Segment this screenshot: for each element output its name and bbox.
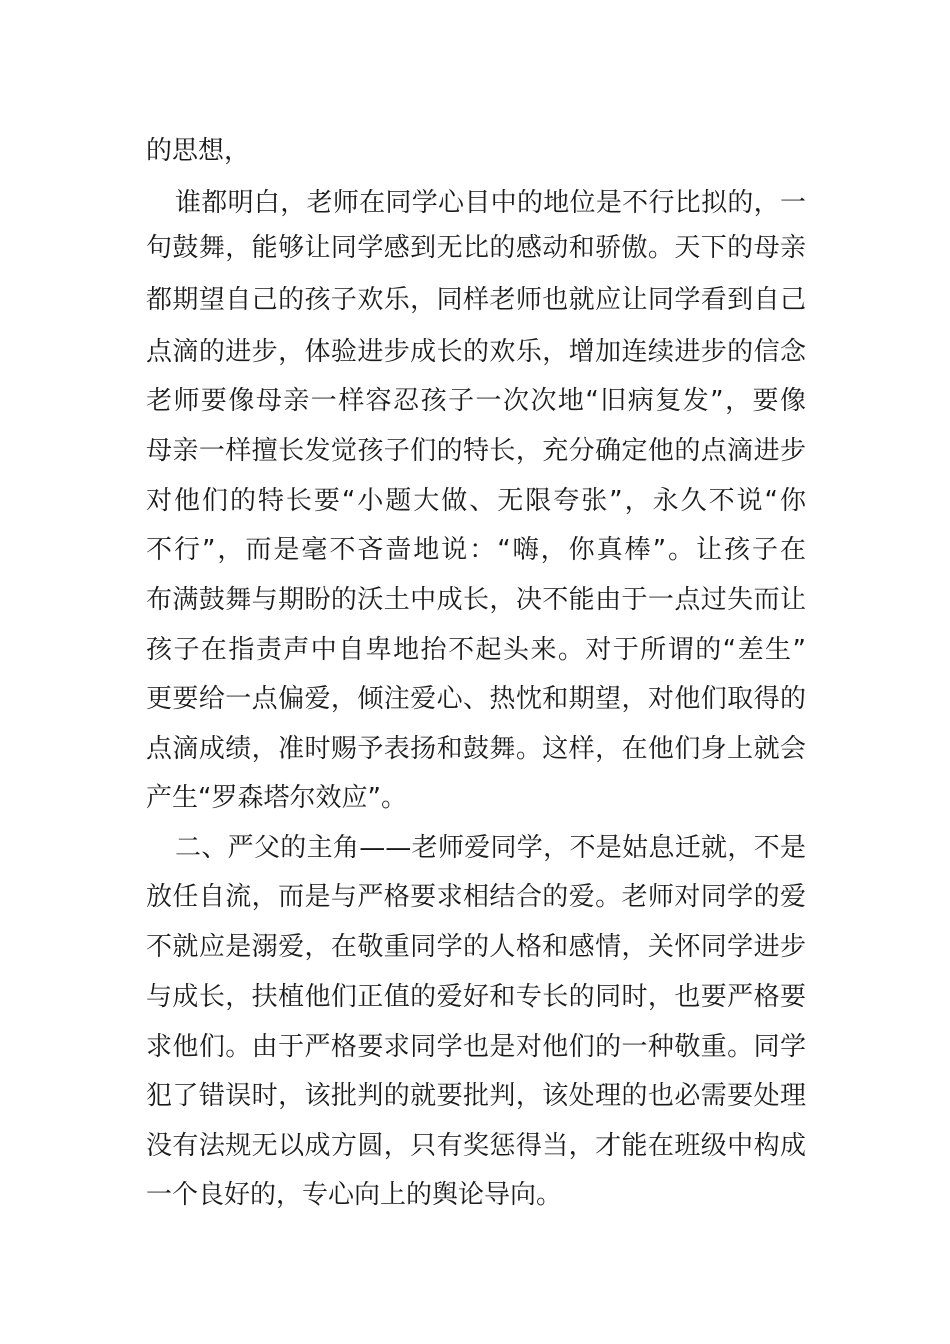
text-line: 一个良好的，专心向上的舆论导向。 (146, 1180, 563, 1210)
text-line: 谁都明白，老师在同学心目中的地位是不行比拟的，一 (175, 188, 806, 218)
text-line: 与成长，扶植他们正值的爱好和专长的同时，也要严格要 (146, 982, 806, 1012)
text-line: 求他们。由于严格要求同学也是对他们的一种敬重。同学 (146, 1032, 806, 1062)
text-line: 产生“罗森塔尔效应”。 (146, 783, 407, 813)
text-line: 点滴的进步，体验进步成长的欢乐，增加连续进步的信念 (146, 337, 806, 367)
text-line: 对他们的特长要“小题大做、无限夸张”，永久不说“你 (146, 486, 806, 516)
text-line: 点滴成绩，准时赐予表扬和鼓舞。这样，在他们身上就会 (146, 734, 806, 764)
text-line: 更要给一点偏爱，倾注爱心、热忱和期望，对他们取得的 (146, 684, 806, 714)
text-line: 布满鼓舞与期盼的沃土中成长，决不能由于一点过失而让 (146, 585, 806, 615)
text-line: 不行”，而是毫不吝啬地说：“嗨，你真棒”。让孩子在 (146, 535, 806, 565)
text-line: 母亲一样擅长发觉孩子们的特长，充分确定他的点滴进步 (146, 436, 806, 466)
text-line: 都期望自己的孩子欢乐，同样老师也就应让同学看到自己 (146, 285, 806, 315)
text-line: 的思想， (146, 136, 251, 166)
text-line: 老师要像母亲一样容忍孩子一次次地“旧病复发”，要像 (146, 386, 806, 416)
text-line: 句鼓舞，能够让同学感到无比的感动和骄傲。天下的母亲 (146, 233, 806, 263)
text-line: 没有法规无以成方圆，只有奖惩得当，才能在班级中构成 (146, 1131, 806, 1161)
text-line: 不就应是溺爱，在敬重同学的人格和感情，关怀同学进步 (146, 932, 806, 962)
text-line: 二、严父的主角——老师爱同学，不是姑息迁就，不是 (175, 833, 806, 863)
text-line: 孩子在指责声中自卑地抬不起头来。对于所谓的“差生” (146, 635, 806, 665)
text-line: 放任自流，而是与严格要求相结合的爱。老师对同学的爱 (146, 882, 806, 912)
text-line: 犯了错误时，该批判的就要批判，该处理的也必需要处理 (146, 1081, 806, 1111)
